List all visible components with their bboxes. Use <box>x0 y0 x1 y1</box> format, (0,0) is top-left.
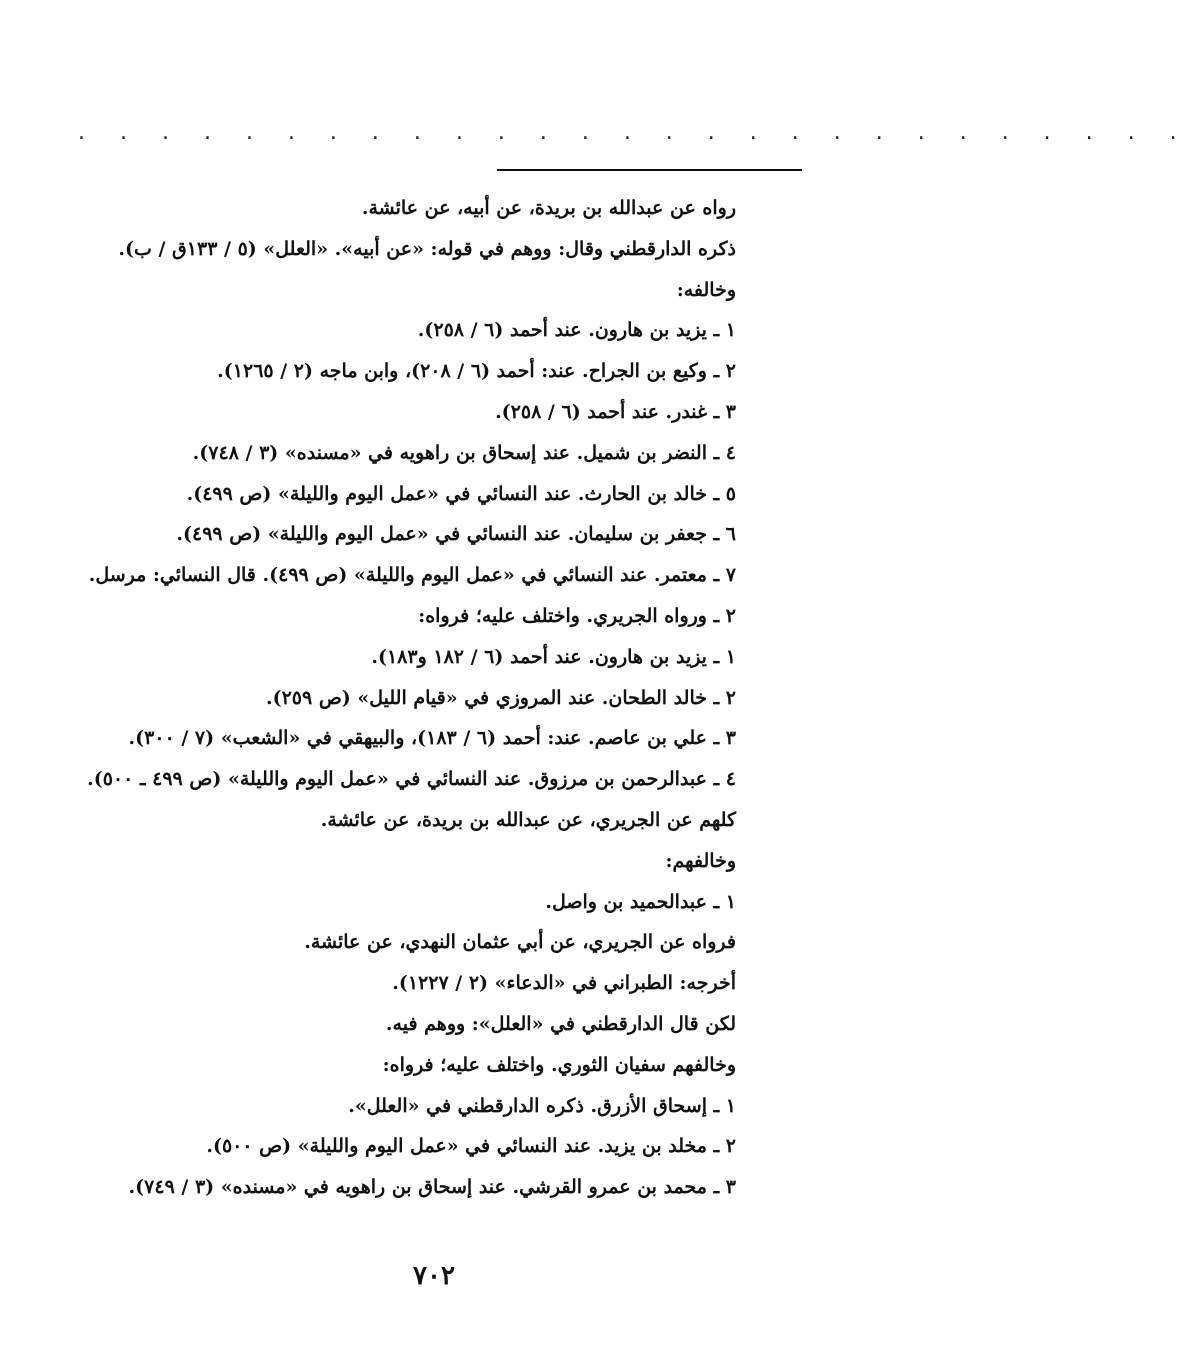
footnote-separator-rule <box>497 169 802 171</box>
text-line: ١ ـ يزيد بن هارون. عند أحمد (٦ / ٢٥٨). <box>417 319 736 342</box>
text-line: ٢ ـ مخلد بن يزيد. عند النسائي في «عمل اليوم والليلة» (ص ٥٠٠). <box>206 1135 736 1158</box>
page-number: ٧٠٢ <box>413 1261 455 1291</box>
text-line: ٧ ـ معتمر. عند النسائي في «عمل اليوم والليلة» (ص ٤٩٩). قال النسائي: مرسل. <box>88 564 736 587</box>
text-line: وخالفهم سفيان الثوري. واختلف عليه؛ فرواه: <box>382 1053 736 1076</box>
text-line: فرواه عن الجريري، عن أبي عثمان النهدي، عن عائشة. <box>304 931 736 954</box>
text-line: ٣ ـ علي بن عاصم. عند: أحمد (٦ / ١٨٣)، والبيهقي في «الشعب» (٧ / ٣٠٠). <box>128 727 736 750</box>
text-line: ٥ ـ خالد بن الحارث. عند النسائي في «عمل اليوم والليلة» (ص ٤٩٩). <box>186 482 736 505</box>
text-line: أخرجه: الطبراني في «الدعاء» (٢ / ١٢٢٧). <box>392 972 736 995</box>
text-line: ٢ ـ خالد الطحان. عند المروزي في «قيام الليل» (ص ٢٥٩). <box>265 686 736 709</box>
text-line: ٦ ـ جعفر بن سليمان. عند النسائي في «عمل اليوم والليلة» (ص ٤٩٩). <box>176 523 736 546</box>
text-line: ٤ ـ النضر بن شميل. عند إسحاق بن راهويه في «مسنده» (٣ / ٧٤٨). <box>192 441 736 464</box>
text-line: ٢ ـ ورواه الجريري. واختلف عليه؛ فرواه: <box>418 604 736 627</box>
text-line: ١ ـ إسحاق الأزرق. ذكره الدارقطني في «العلل». <box>348 1094 736 1117</box>
header-dot-leader: . . . . . . . . . . . . . . . . . . . . . . . . . . . <box>78 120 1191 145</box>
text-line: وخالفهم: <box>665 849 736 872</box>
text-line: ٢ ـ وكيع بن الجراح. عند: أحمد (٦ / ٢٠٨)، وابن ماجه (٢ / ١٢٦٥). <box>217 360 736 383</box>
text-line: رواه عن عبدالله بن بريدة، عن أبيه، عن عائشة. <box>361 197 736 219</box>
text-line: ذكره الدارقطني وقال: ووهم في قوله: «عن أبيه». «العلل» (٥ / ١٣٣ق / ب). <box>118 237 736 260</box>
text-line: ٣ ـ محمد بن عمرو القرشي. عند إسحاق بن راهويه في «مسنده» (٣ / ٧٤٩). <box>128 1176 736 1199</box>
text-line: وخالفه: <box>676 278 736 301</box>
text-line: ١ ـ عبدالحميد بن واصل. <box>545 890 736 913</box>
text-line: كلهم عن الجريري، عن عبدالله بن بريدة، عن عائشة. <box>320 808 736 831</box>
text-body <box>56 188 736 1208</box>
text-line: ٤ ـ عبدالرحمن بن مرزوق. عند النسائي في «عمل اليوم والليلة» (ص ٤٩٩ ـ ٥٠٠). <box>87 768 736 791</box>
text-line: ٣ ـ غندر. عند أحمد (٦ / ٢٥٨). <box>495 400 736 423</box>
text-line: لكن قال الدارقطني في «العلل»: ووهم فيه. <box>385 1012 736 1035</box>
text-line: ١ ـ يزيد بن هارون. عند أحمد (٦ / ١٨٢ و١٨٣). <box>371 645 736 668</box>
